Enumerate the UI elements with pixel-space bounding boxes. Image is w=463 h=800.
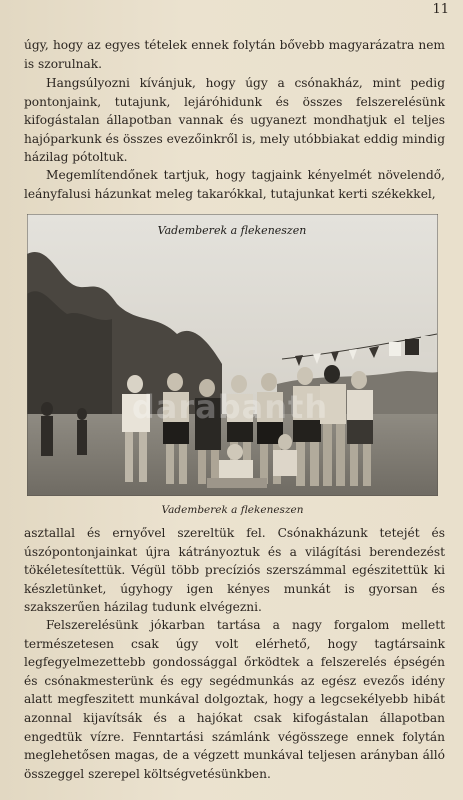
page-number: 11 (432, 2, 449, 17)
photo-caption: Vademberek a flekeneszen (161, 504, 304, 516)
photo-inscription: Vademberek a flekeneszen (157, 224, 307, 237)
paragraph-5: Felszerelésünk jókarban tartása a nagy forgalom mellett természetesen csak úgy volt elérhető, hogy tagtársaink legfegyelmezettebb gondossággal őrködtek a felszerelés épségén és csónakmesterünk és egy segédmunkás az egész evezős idény alatt megfeszitett munkával dolgoztak, hogy a legcsekélyebb hibát azonnal kijavítsák és a hajókat csak kifogástalan állapotban engedtük vízre. Fenntartási számlánk végösszege ennek folytán meglehetősen magas, de a végzett munkával teljesen arányban álló összeggel szerepel költségvetésünkben. (24, 618, 445, 781)
paragraph-3: Megemlítendőnek tartjuk, hogy tagjaink kényelmét növelendő, leányfalusi házunkat meleg takarókkal, tutajunkat kerti székekkel, (24, 168, 445, 201)
watermark: darabanth (131, 388, 329, 426)
group-photo-image (27, 214, 438, 496)
paragraph-2: Hangsúlyozni kívánjuk, hogy úgy a csónakház, mint pedig pontonjaink, tutajunk, lejáróhidunk és összes felszerelésünk kifogástalan állapotban vannak és ugyanezt mondhatjuk el teljes hajóparkunk és összes evezőinkről is, mely utóbbiakat eddig mindig házilag pótoltuk. (24, 76, 445, 165)
paragraph-4: asztallal és ernyővel szereltük fel. Csónakházunk tetejét és úszópontonjainkat újra kátrányoztuk és a világítási berendezést tökéletesítettük. Végül több precíziós szerszámmal egészitettük ki készletünket, úgyhogy igen kényes munkát is gyorsan és szakszerűen házilag tudunk elvégezni. (24, 526, 445, 615)
group-photo (27, 214, 438, 496)
paragraph-1: úgy, hogy az egyes tételek ennek folytán bővebb magyarázatra nem is szorulnak. (24, 38, 445, 71)
